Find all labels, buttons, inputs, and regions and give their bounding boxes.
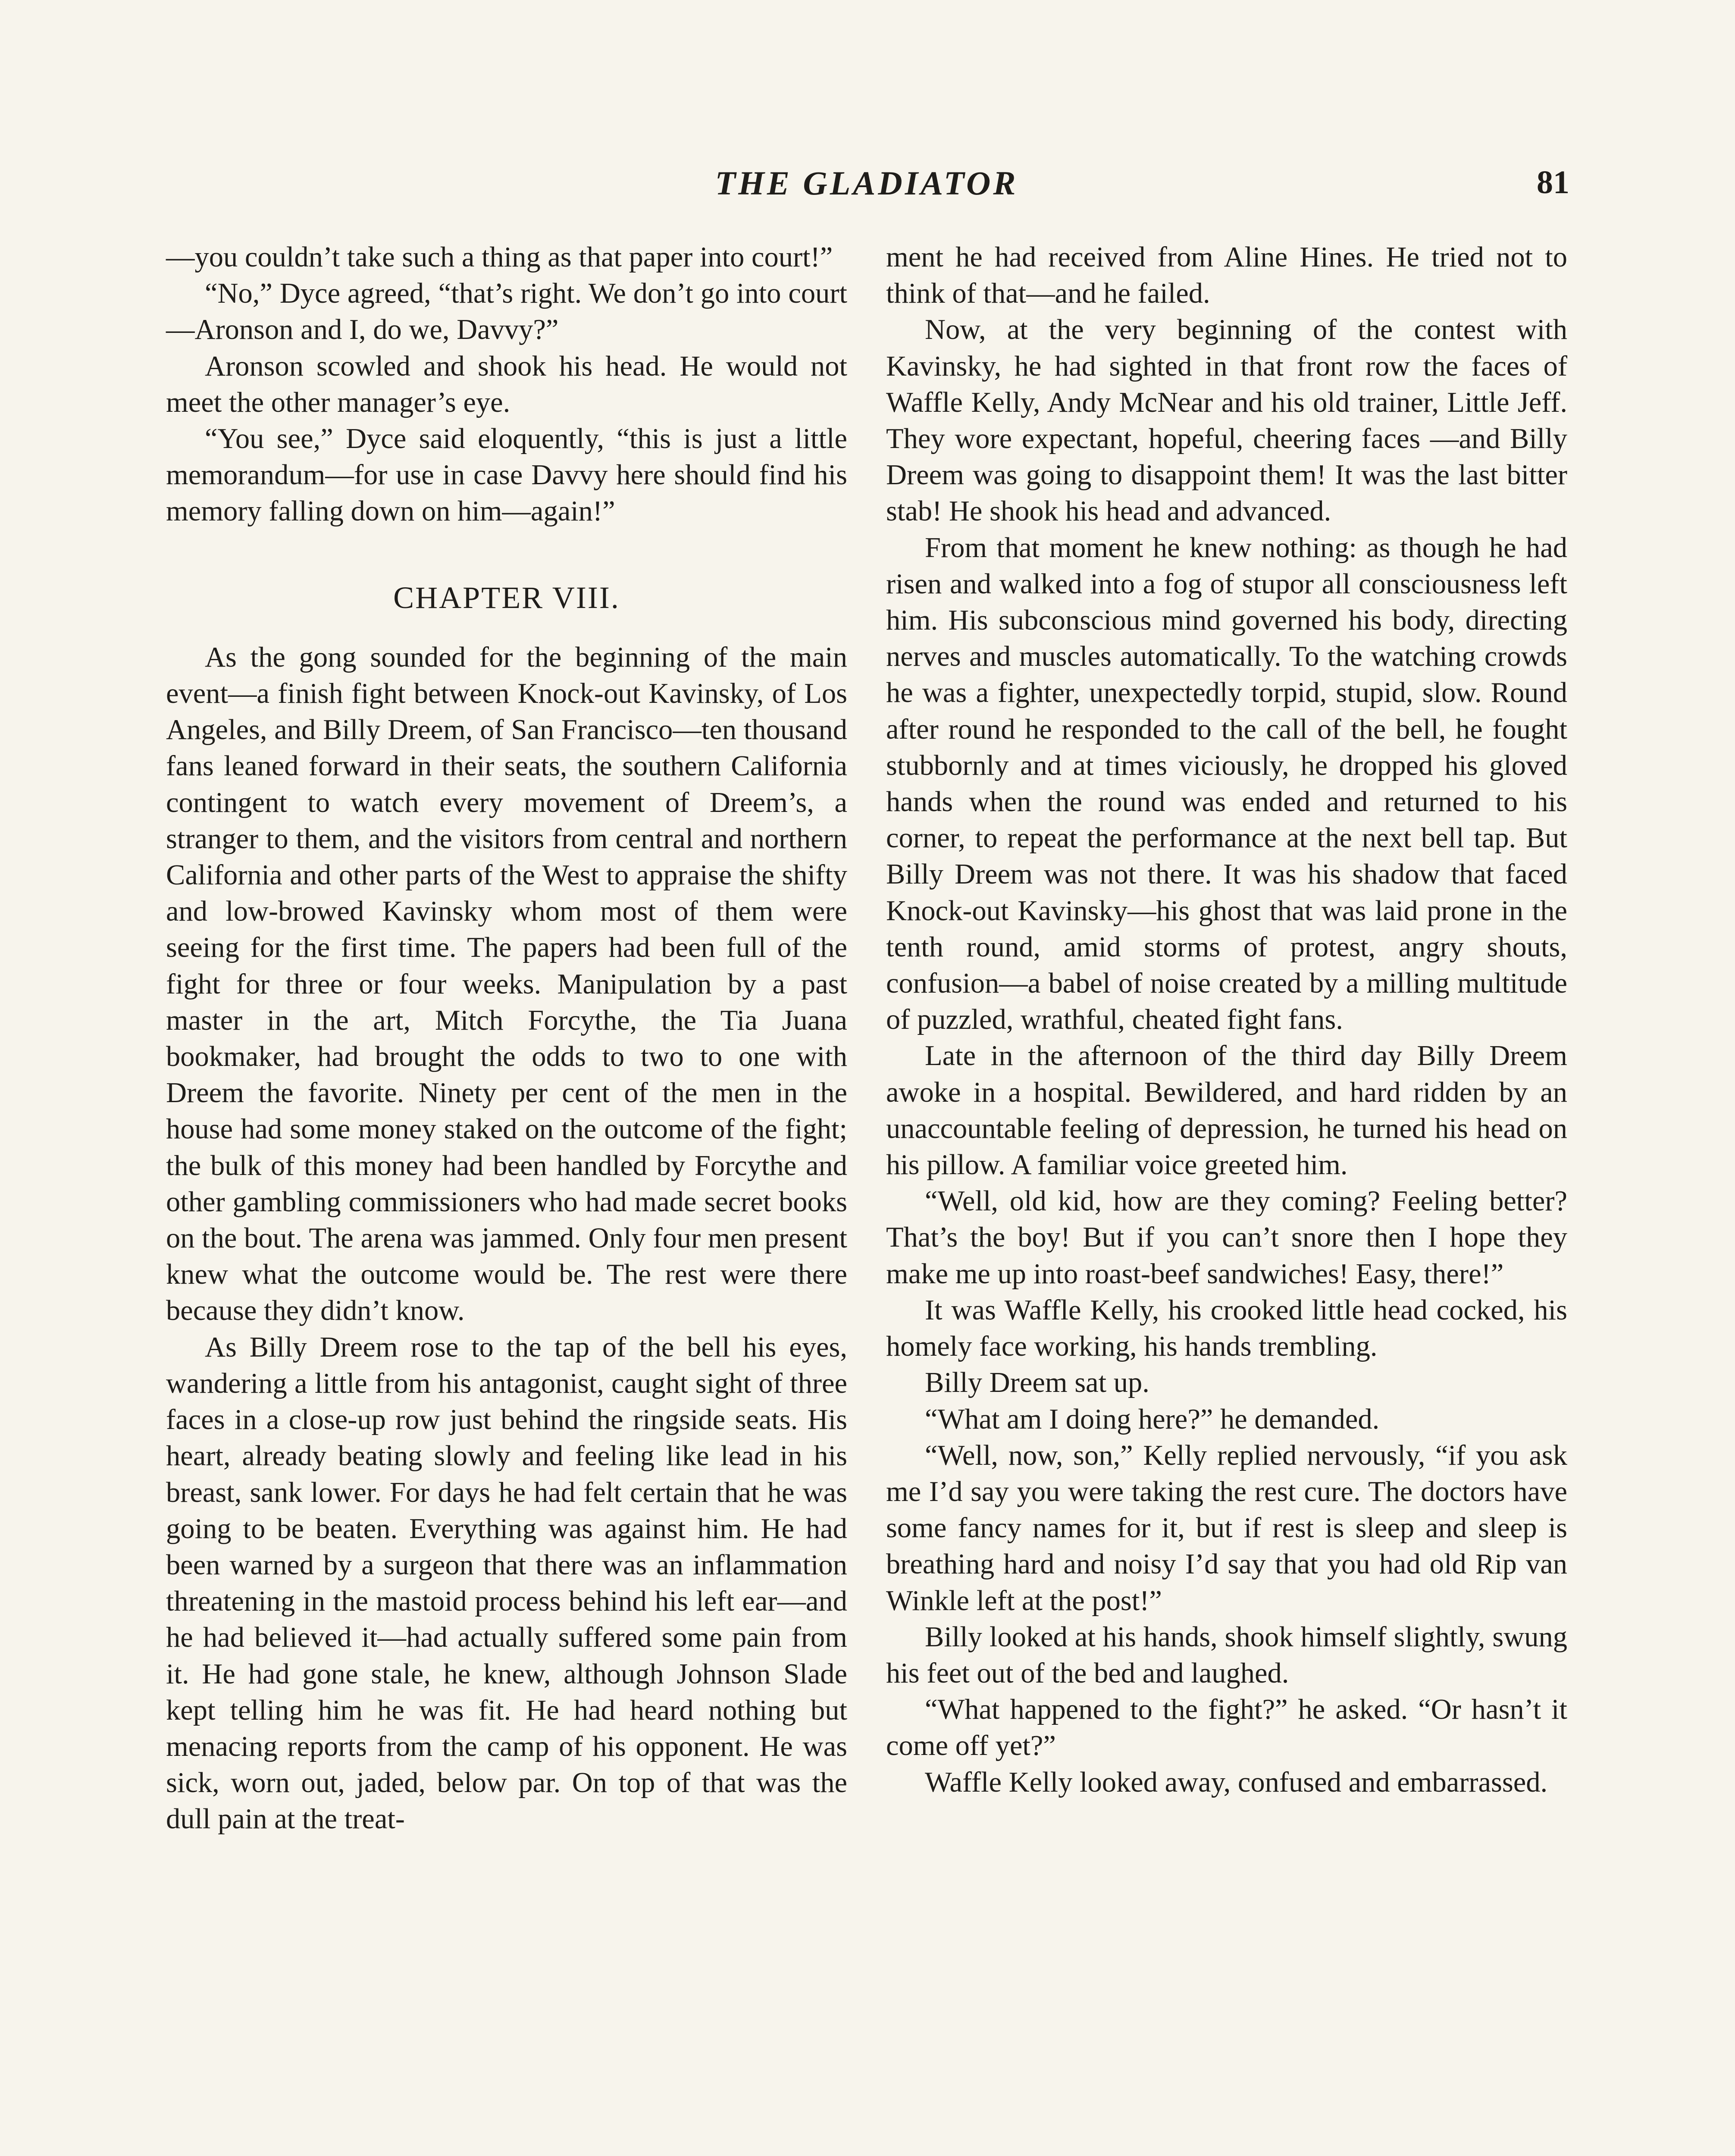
paragraph: “What am I doing here?” he demanded. [925, 1403, 1380, 1435]
paragraph: As the gong sounded for the beginning of the main event—a finish fight between Knock-out Kavinsky, of Los Angeles, and Billy Dreem, of San Francisco—ten thousand fans leaned forward in their seats, the southern California contingent to watch every movement of Dreem’s, a stranger to them, and the visitors from central and northern California and other parts of the West to appraise the shifty and low-browed Kavinsky whom most of them were seeing for the first time. The papers had been full of the fight for three or four weeks. Manipulation by a past master in the art, Mitch Forcythe, the Tia Juana bookmaker, had brought the odds to two to one with Dreem the favorite. Ninety per cent of the men in the house had some money staked on the outcome of the fight; the bulk of this money had been handled by Forcythe and other gambling commissioners who had made secret books on the bout. The arena was jammed. Only four men present knew what the outcome would be. The rest were there because they didn’t know. [166, 641, 847, 1327]
paragraph: Aronson scowled and shook his head. He would not meet the other manager’s eye. [166, 350, 847, 418]
running-title: THE GLADIATOR [715, 164, 1018, 202]
page-number: 81 [1537, 164, 1569, 201]
left-column [166, 239, 847, 1838]
paragraph: As Billy Dreem rose to the tap of the bell his eyes, wandering a little from his antagonist, caught sight of three faces in a close-up row just behind the ringside seats. His heart, already beating slowly and feeling like lead in his breast, sank lower. For days he had felt certain that he was going to be beaten. Everything was against him. He had been warned by a surgeon that there was an inflammation threatening in the mastoid process behind his left ear—and he had believed it—had actually suffered some pain from it. He had gone stale, he knew, although Johnson Slade kept telling him he was fit. He had heard nothing but menacing reports from the camp of his opponent. He was sick, worn out, jaded, below par. On top of that was the dull pain at the treat- [166, 1331, 847, 1835]
paragraph: Billy looked at his hands, shook himself slightly, swung his feet out of the bed and laughed. [886, 1621, 1567, 1689]
right-column [886, 239, 1567, 1801]
chapter-heading: CHAPTER VIII. [393, 580, 620, 615]
paragraph: “What happened to the fight?” he asked. “Or hasn’t it come off yet?” [886, 1694, 1567, 1762]
paragraph: Waffle Kelly looked away, confused and embarrassed. [925, 1766, 1548, 1798]
paragraph: Now, at the very beginning of the contest with Kavinsky, he had sighted in that front row the faces of Waffle Kelly, Andy McNear and his old trainer, Little Jeff. They wore expectant, hopeful, cheering faces —and Billy Dreem was going to disappoint them! It was the last bitter stab! He shook his head and advanced. [886, 314, 1567, 527]
paragraph: Billy Dreem sat up. [925, 1367, 1149, 1399]
paragraph: From that moment he knew nothing: as though he had risen and walked into a fog of stupor all consciousness left him. His subconscious mind governed his body, directing nerves and muscles automatically. To the watching crowds he was a fighter, unexpectedly torpid, stupid, slow. Round after round he responded to the call of the bell, he fought stubbornly and at times viciously, he dropped his gloved hands when the round was ended and returned to his corner, to repeat the performance at the next bell tap. But Billy Dreem was not there. It was his shadow that faced Knock-out Kavinsky—his ghost that was laid prone in the tenth round, amid storms of protest, angry shouts, confusion—a babel of noise created by a milling multitude of puzzled, wrathful, cheated fight fans. [886, 532, 1567, 1036]
paragraph: “No,” Dyce agreed, “that’s right. We don’t go into court—Aronson and I, do we, Davvy?” [166, 278, 847, 346]
paragraph: “Well, now, son,” Kelly replied nervously, “if you ask me I’d say you were taking the rest cure. The doctors have some fancy names for it, but if rest is sleep and sleep is breathing hard and noisy I’d say that you had old Rip van Winkle left at the post!” [886, 1439, 1567, 1617]
paragraph: Late in the afternoon of the third day Billy Dreem awoke in a hospital. Bewildered, and hard ridden by an unaccountable feeling of depression, he turned his head on his pillow. A familiar voice greeted him. [886, 1040, 1567, 1181]
paragraph: “You see,” Dyce said eloquently, “this is just a little memorandum—for use in case Davvy here should find his memory falling down on him—again!” [166, 423, 847, 527]
paragraph: It was Waffle Kelly, his crooked little head cocked, his homely face working, his hands trembling. [886, 1294, 1567, 1363]
paragraph: —you couldn’t take such a thing as that paper into court!” [166, 241, 833, 273]
paragraph: “Well, old kid, how are they coming? Feeling better? That’s the boy! But if you can’t snore then I hope they make me up into roast-beef sandwiches! Easy, there!” [886, 1185, 1567, 1290]
paragraph: ment he had received from Aline Hines. He tried not to think of that—and he failed. [886, 241, 1567, 310]
running-head [164, 164, 1569, 211]
